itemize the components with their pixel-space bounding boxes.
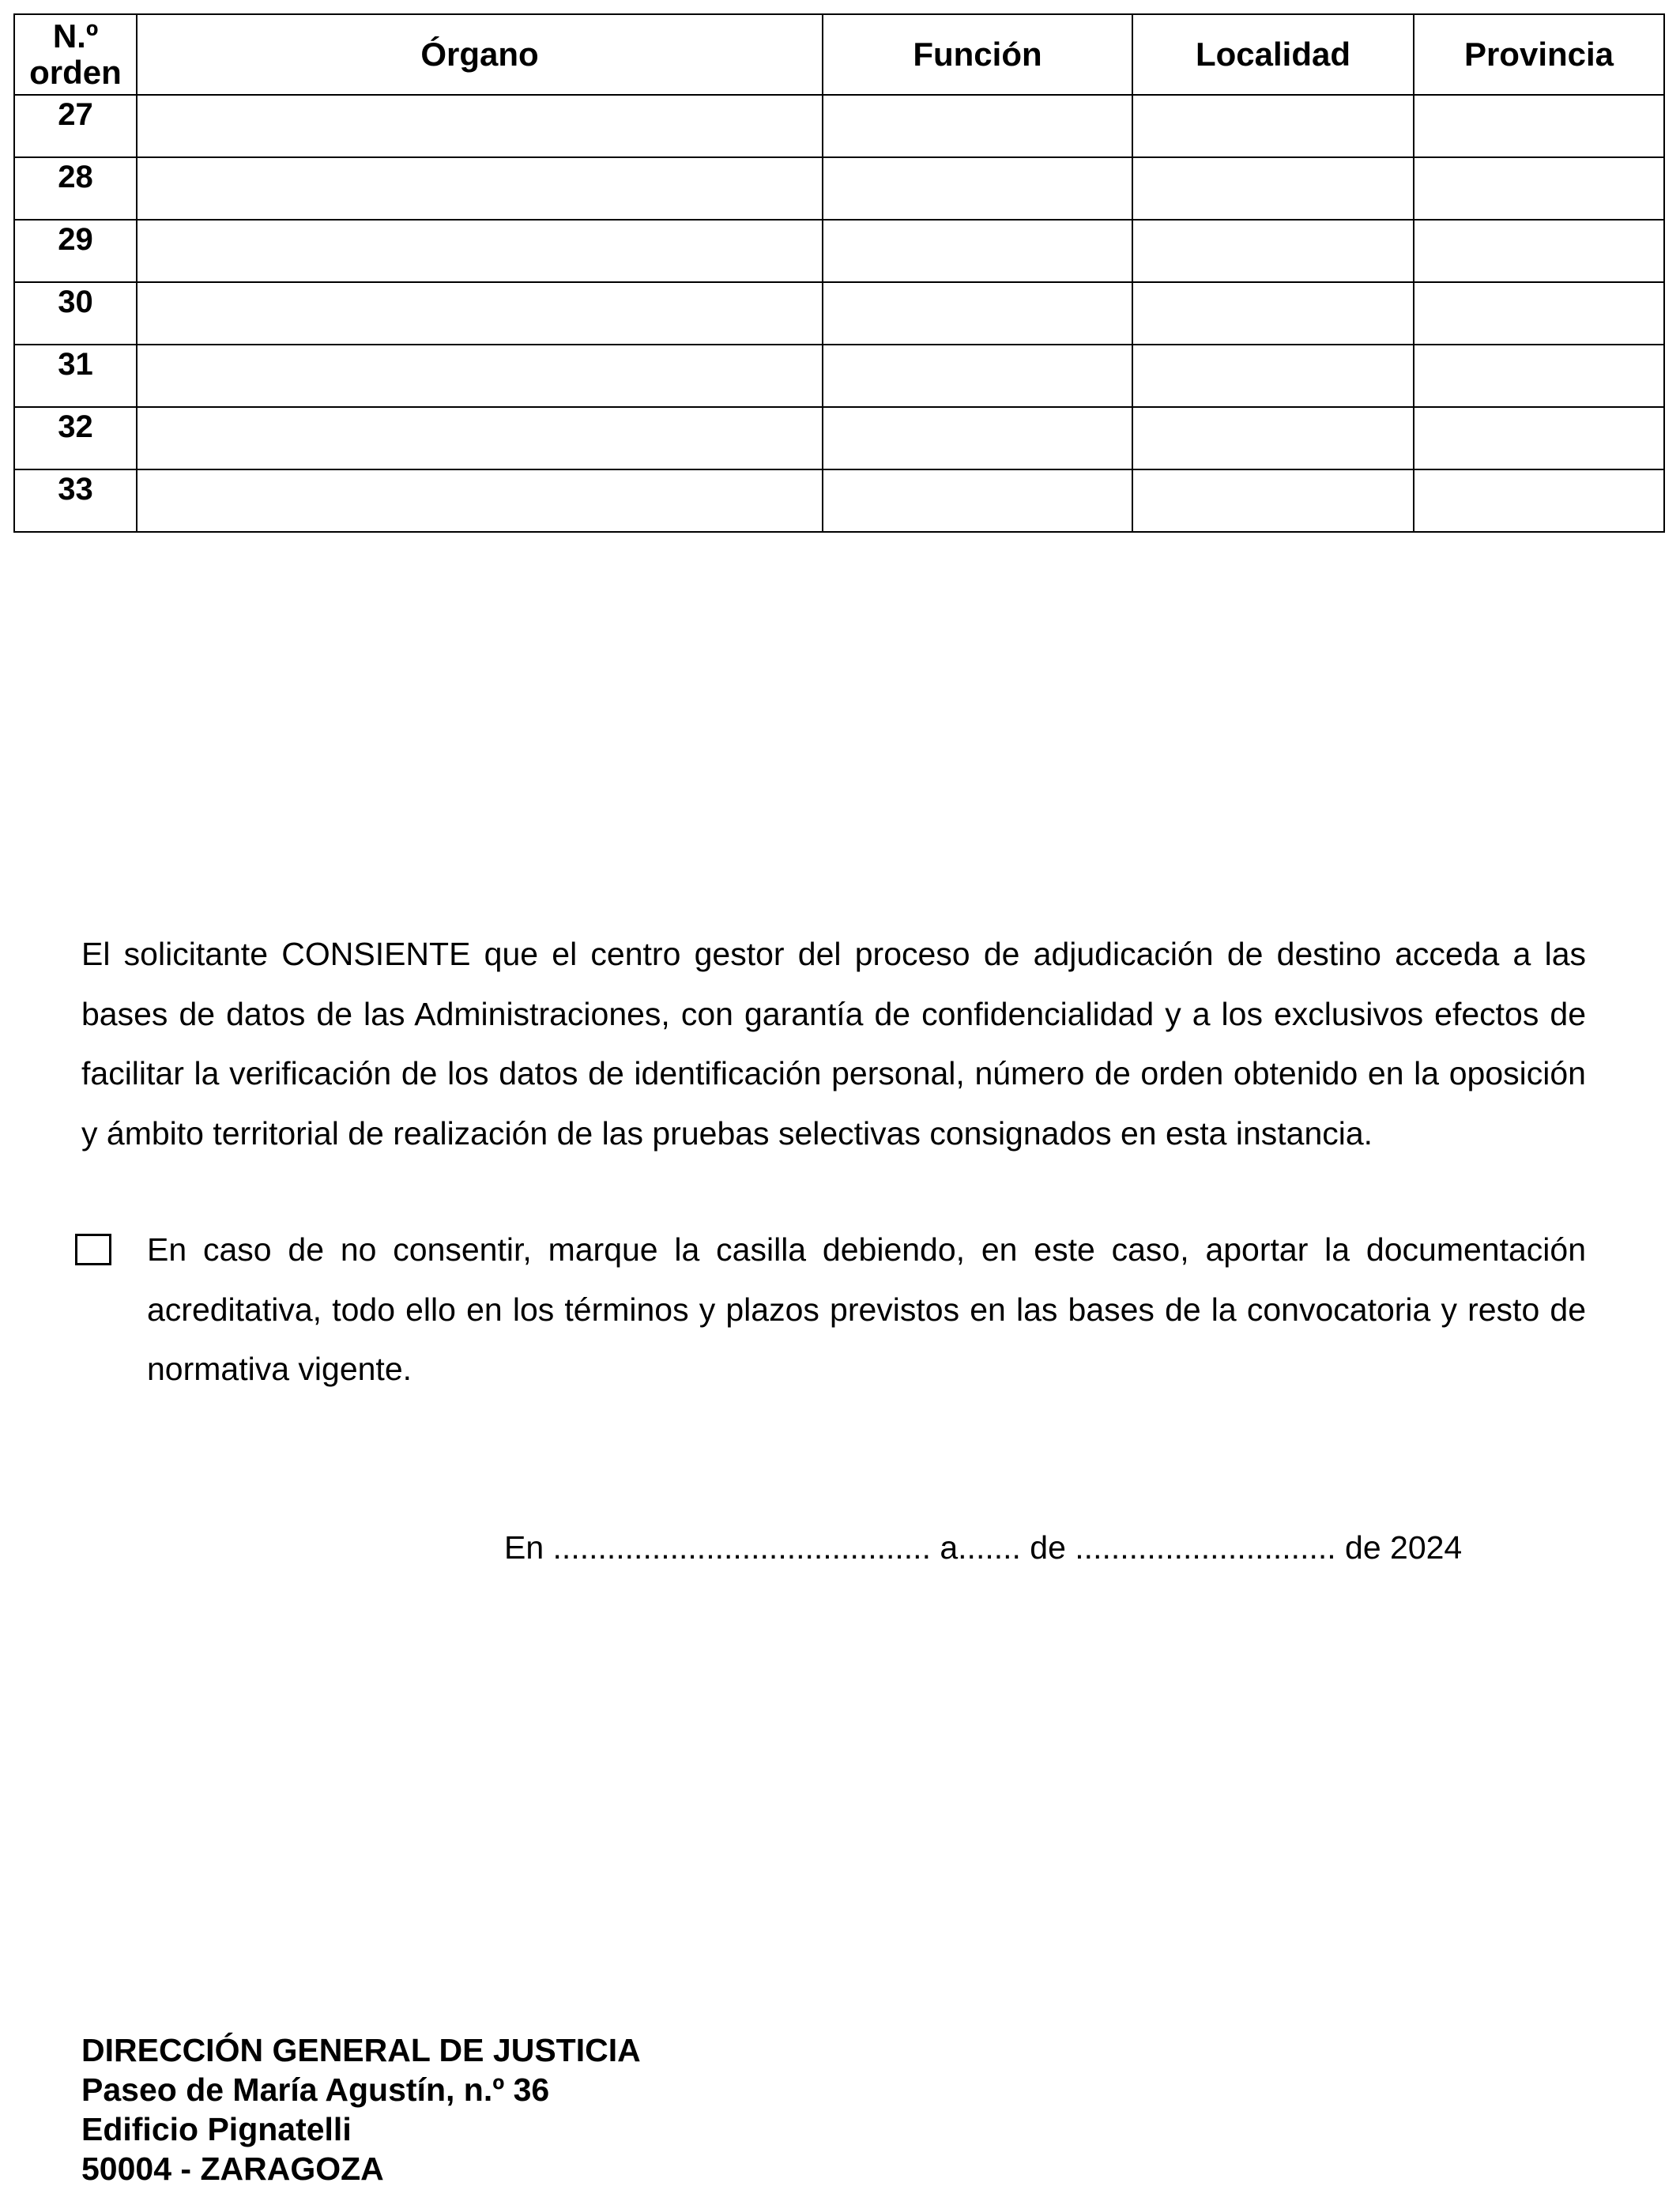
provincia-cell[interactable] <box>1414 95 1664 157</box>
row-order-number: 33 <box>14 469 137 532</box>
header-order-number <box>14 14 137 95</box>
localidad-cell[interactable] <box>1132 95 1414 157</box>
localidad-cell[interactable] <box>1132 469 1414 532</box>
provincia-cell[interactable] <box>1414 469 1664 532</box>
organo-cell[interactable] <box>137 407 823 469</box>
provincia-cell[interactable] <box>1414 157 1664 220</box>
header-order-number-line1: N.º <box>52 17 99 55</box>
row-order-number: 31 <box>14 345 137 407</box>
no-consent-checkbox[interactable] <box>75 1234 111 1265</box>
row-order-number: 28 <box>14 157 137 220</box>
table-row <box>14 157 1664 220</box>
no-consent-paragraph: En caso de no consentir, marque la casilla debiendo, en este caso, aportar la documentación acreditativa, todo ello en los términos y plazos previstos en las bases de la convocatoria y resto de normativa vigente. <box>147 1231 1586 1387</box>
funcion-cell[interactable] <box>823 282 1132 345</box>
localidad-cell[interactable] <box>1132 157 1414 220</box>
address-block <box>81 2030 641 2188</box>
row-order-number: 30 <box>14 282 137 345</box>
organo-cell[interactable] <box>137 220 823 282</box>
address-line-street: Paseo de María Agustín, n.º 36 <box>81 2071 550 2108</box>
funcion-cell[interactable] <box>823 157 1132 220</box>
provincia-cell[interactable] <box>1414 220 1664 282</box>
table-row <box>14 469 1664 532</box>
header-funcion: Función <box>823 14 1132 95</box>
funcion-cell[interactable] <box>823 95 1132 157</box>
header-organo: Órgano <box>137 14 823 95</box>
localidad-cell[interactable] <box>1132 220 1414 282</box>
row-order-number: 27 <box>14 95 137 157</box>
address-line-city: 50004 - ZARAGOZA <box>81 2151 384 2187</box>
destinations-table <box>13 13 1665 533</box>
localidad-cell[interactable] <box>1132 282 1414 345</box>
funcion-cell[interactable] <box>823 345 1132 407</box>
address-line-building: Edificio Pignatelli <box>81 2111 352 2147</box>
organo-cell[interactable] <box>137 95 823 157</box>
table-header-row <box>14 14 1664 95</box>
table-row <box>14 282 1664 345</box>
row-order-number: 29 <box>14 220 137 282</box>
table-row <box>14 220 1664 282</box>
organo-cell[interactable] <box>137 282 823 345</box>
funcion-cell[interactable] <box>823 469 1132 532</box>
table-row <box>14 345 1664 407</box>
organo-cell[interactable] <box>137 469 823 532</box>
organo-cell[interactable] <box>137 345 823 407</box>
provincia-cell[interactable] <box>1414 407 1664 469</box>
funcion-cell[interactable] <box>823 220 1132 282</box>
address-line-department: DIRECCIÓN GENERAL DE JUSTICIA <box>81 2032 641 2068</box>
funcion-cell[interactable] <box>823 407 1132 469</box>
provincia-cell[interactable] <box>1414 282 1664 345</box>
header-provincia: Provincia <box>1414 14 1664 95</box>
consent-paragraph: El solicitante CONSIENTE que el centro gestor del proceso de adjudicación de destino acceda a las bases de datos de las Administraciones, con garantía de confidencialidad y a los exclusivos efectos de facilitar la verificación de los datos de identificación personal, número de orden obtenido en la oposición y ámbito territorial de realización de las pruebas selectivas consignados en esta instancia. <box>81 936 1586 1152</box>
localidad-cell[interactable] <box>1132 407 1414 469</box>
organo-cell[interactable] <box>137 157 823 220</box>
header-order-number-line2: orden <box>29 54 122 91</box>
table-row <box>14 407 1664 469</box>
provincia-cell[interactable] <box>1414 345 1664 407</box>
row-order-number: 32 <box>14 407 137 469</box>
table-row <box>14 95 1664 157</box>
header-localidad: Localidad <box>1132 14 1414 95</box>
localidad-cell[interactable] <box>1132 345 1414 407</box>
place-date-line: En .......................................... a....... de ............................. de 2024 <box>504 1529 1463 1566</box>
